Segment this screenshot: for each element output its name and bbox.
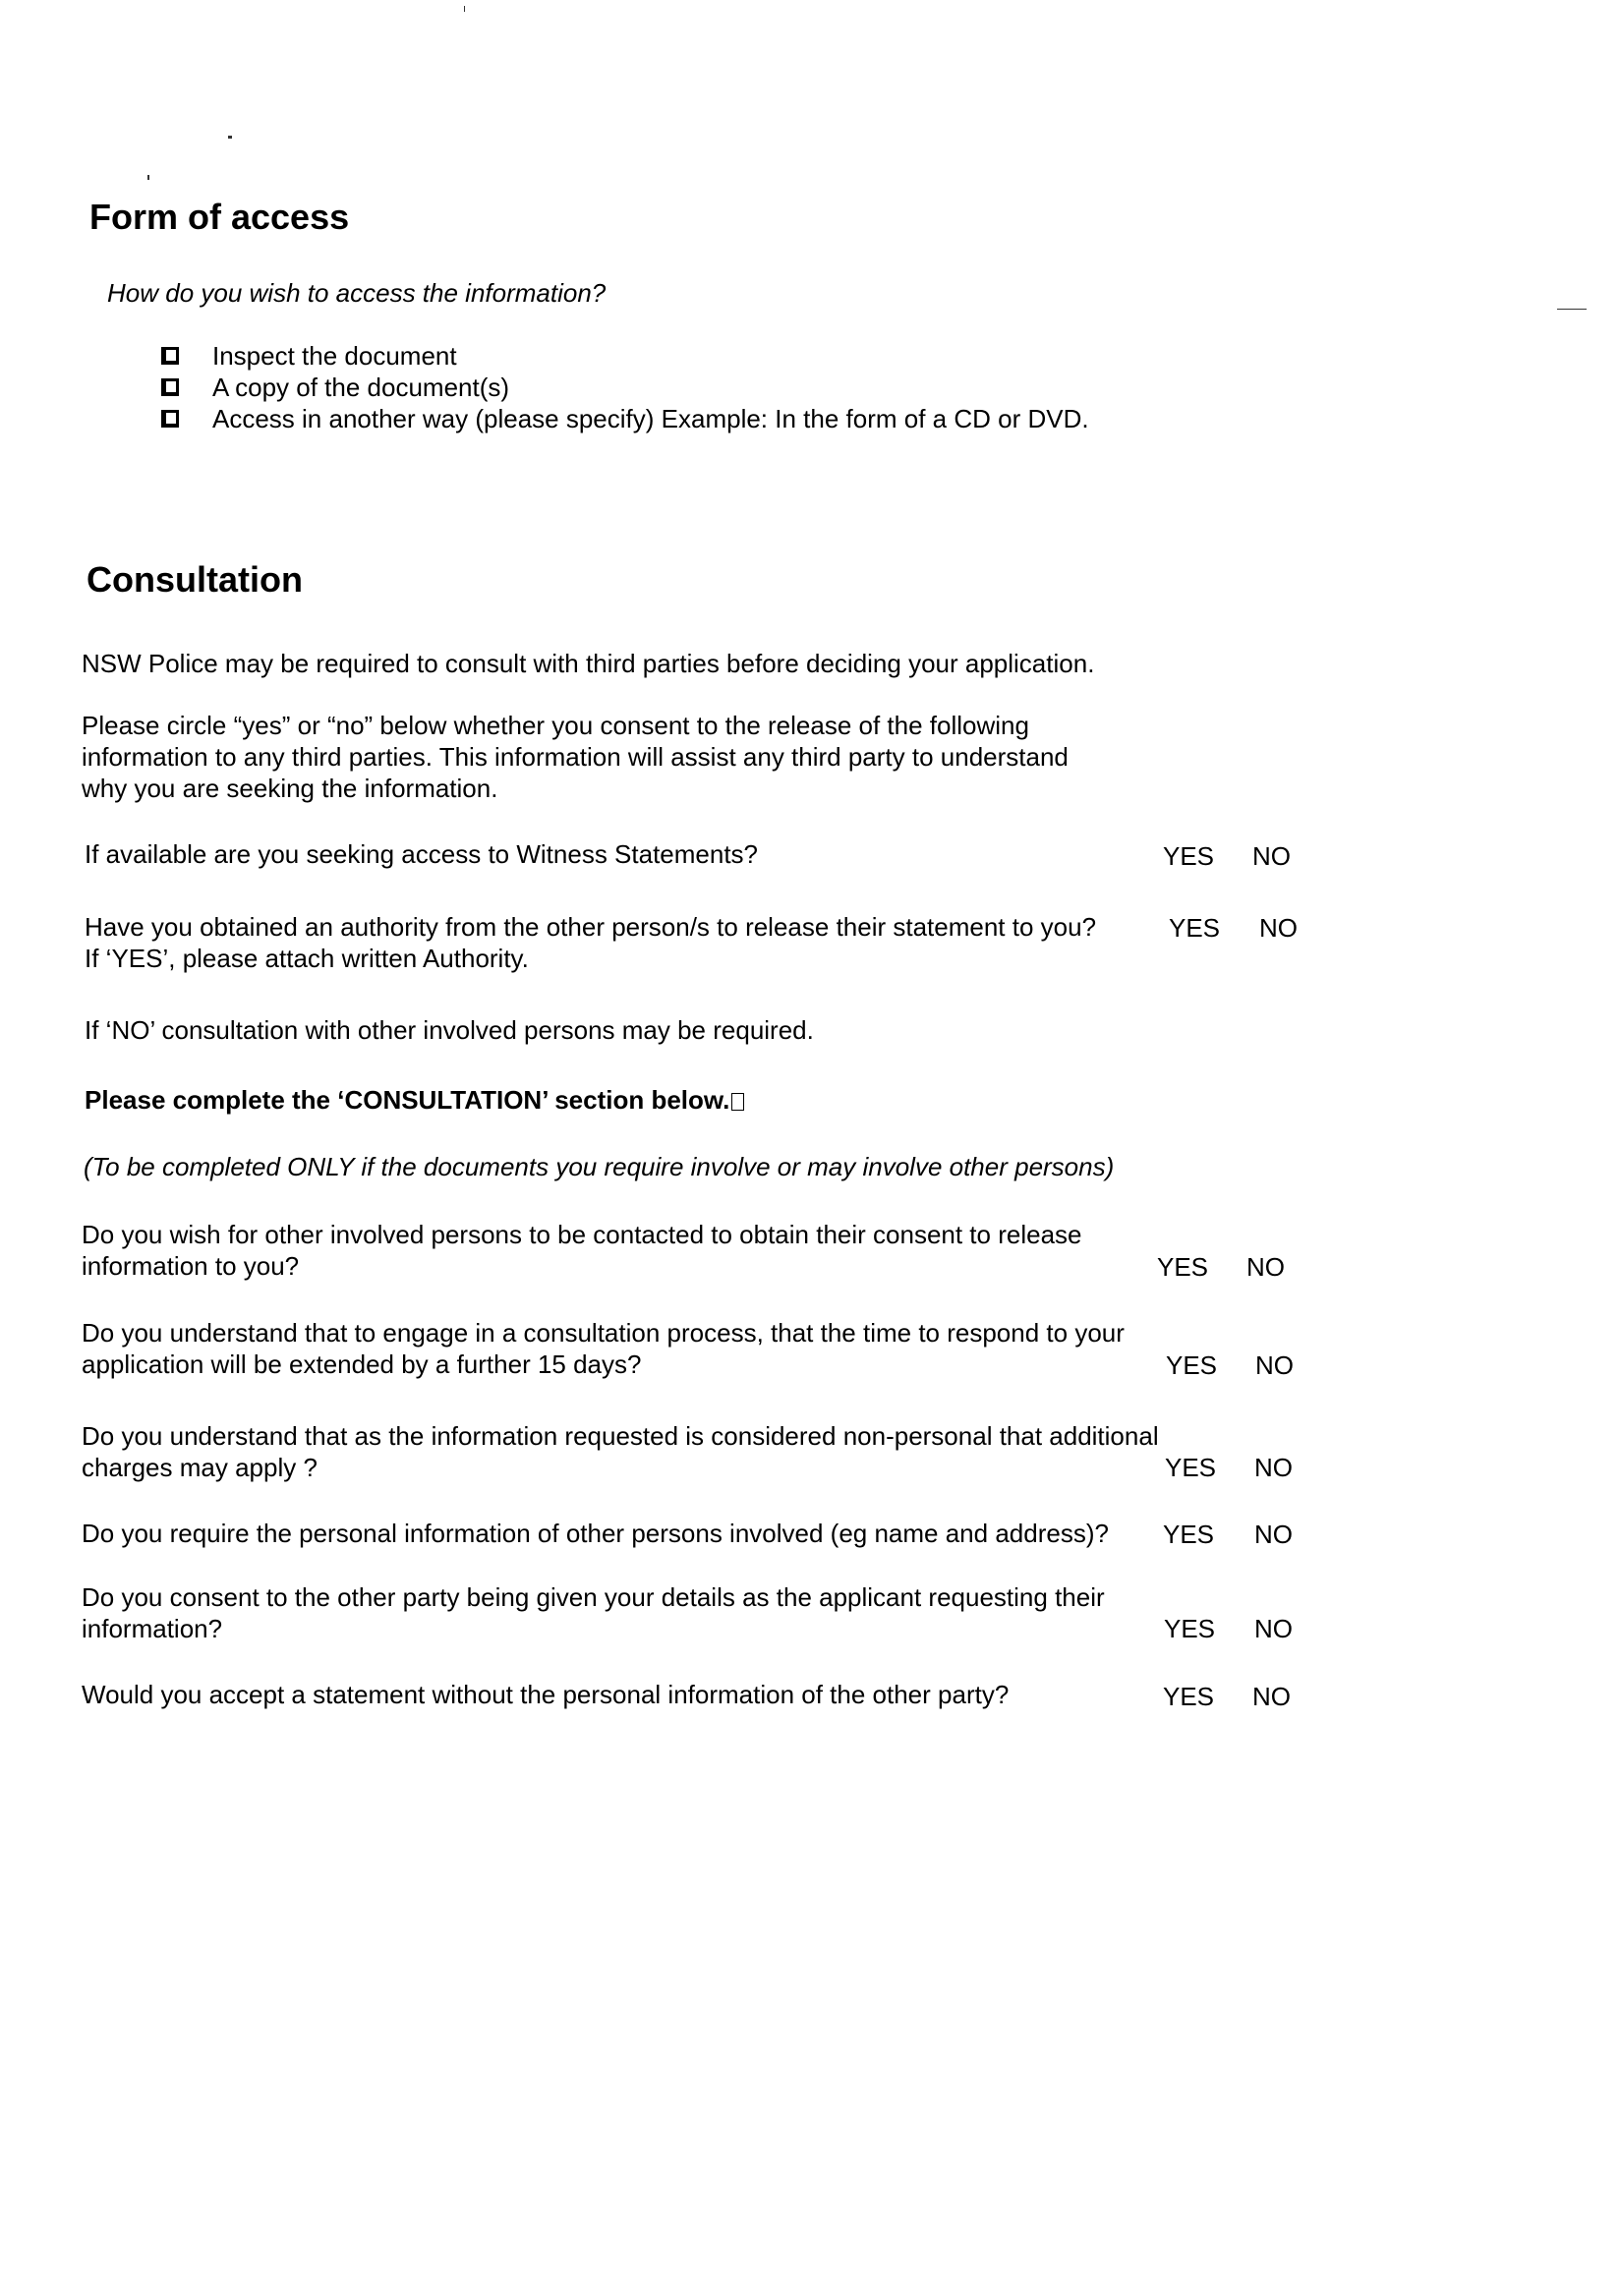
question-accept-statement: Would you accept a statement without the personal information of the other party? xyxy=(82,1680,1010,1709)
access-option-label: Inspect the document xyxy=(212,340,457,371)
access-question: How do you wish to access the information? xyxy=(107,278,607,308)
scan-speck xyxy=(464,6,465,12)
question-line: Do you consent to the other party being given your details as the applicant requesting their xyxy=(82,1582,1105,1612)
yes-option[interactable]: YES xyxy=(1163,1682,1215,1711)
consultation-instructions xyxy=(82,710,1069,804)
complete-section-label: Please complete the ‘CONSULTATION’ section below. xyxy=(85,1085,730,1115)
no-option[interactable]: NO xyxy=(1252,841,1291,871)
question-line: Do you understand that as the information requested is considered non-personal that additional xyxy=(82,1421,1159,1451)
if-no-note: If ‘NO’ consultation with other involved persons may be required. xyxy=(85,1015,814,1045)
scan-speck xyxy=(147,175,149,180)
question-contact-persons xyxy=(82,1219,1082,1282)
form-of-access-heading: Form of access xyxy=(89,197,350,237)
question-authority xyxy=(85,911,1096,974)
no-option[interactable]: NO xyxy=(1255,1350,1294,1380)
no-option[interactable]: NO xyxy=(1254,1520,1293,1549)
question-line: Have you obtained an authority from the other person/s to release their statement to you? xyxy=(85,912,1097,942)
question-extended-time xyxy=(82,1317,1125,1380)
access-option-label: A copy of the document(s) xyxy=(212,372,510,402)
access-option-other[interactable] xyxy=(161,403,1089,434)
question-line: information? xyxy=(82,1614,223,1643)
question-personal-information: Do you require the personal information of other persons involved (eg name and address)? xyxy=(82,1519,1109,1548)
no-option[interactable]: NO xyxy=(1254,1453,1293,1482)
yes-option[interactable]: YES xyxy=(1163,841,1215,871)
scan-speck xyxy=(1557,309,1587,310)
yes-option[interactable]: YES xyxy=(1163,1520,1215,1549)
no-option[interactable]: NO xyxy=(1252,1682,1291,1711)
question-line: Do you understand that to engage in a consultation process, that the time to respond to your xyxy=(82,1318,1125,1348)
question-line: information to you? xyxy=(82,1251,300,1281)
checkbox-icon[interactable] xyxy=(161,378,179,396)
yes-option[interactable]: YES xyxy=(1165,1453,1217,1482)
scan-speck xyxy=(228,136,232,139)
consultation-heading: Consultation xyxy=(87,559,303,600)
question-line: If ‘YES’, please attach written Authority. xyxy=(85,944,529,973)
question-consent-details xyxy=(82,1581,1105,1644)
question-line: charges may apply ? xyxy=(82,1453,318,1482)
instruction-line: Please circle “yes” or “no” below whether you consent to the release of the following xyxy=(82,711,1029,740)
small-box-icon xyxy=(731,1093,744,1111)
complete-section-instruction xyxy=(85,1085,744,1116)
consultation-note: (To be completed ONLY if the documents you require involve or may involve other persons) xyxy=(84,1152,1115,1181)
question-additional-charges xyxy=(82,1420,1159,1483)
access-option-inspect[interactable] xyxy=(161,340,457,372)
yes-option[interactable]: YES xyxy=(1164,1614,1216,1643)
question-line: Do you wish for other involved persons to be contacted to obtain their consent to release xyxy=(82,1220,1082,1249)
instruction-line: information to any third parties. This information will assist any third party to understand xyxy=(82,742,1069,772)
no-option[interactable]: NO xyxy=(1254,1614,1293,1643)
yes-option[interactable]: YES xyxy=(1169,913,1221,943)
instruction-line: why you are seeking the information. xyxy=(82,774,498,803)
checkbox-icon[interactable] xyxy=(161,410,179,428)
access-option-copy[interactable] xyxy=(161,372,509,403)
question-witness-statements: If available are you seeking access to Witness Statements? xyxy=(85,839,759,869)
no-option[interactable]: NO xyxy=(1259,913,1298,943)
yes-option[interactable]: YES xyxy=(1166,1350,1218,1380)
consultation-intro: NSW Police may be required to consult with third parties before deciding your application. xyxy=(82,649,1095,678)
access-option-label: Access in another way (please specify) Example: In the form of a CD or DVD. xyxy=(212,403,1089,433)
yes-option[interactable]: YES xyxy=(1157,1252,1209,1282)
checkbox-icon[interactable] xyxy=(161,347,179,365)
question-line: application will be extended by a further 15 days? xyxy=(82,1349,642,1379)
no-option[interactable]: NO xyxy=(1246,1252,1285,1282)
